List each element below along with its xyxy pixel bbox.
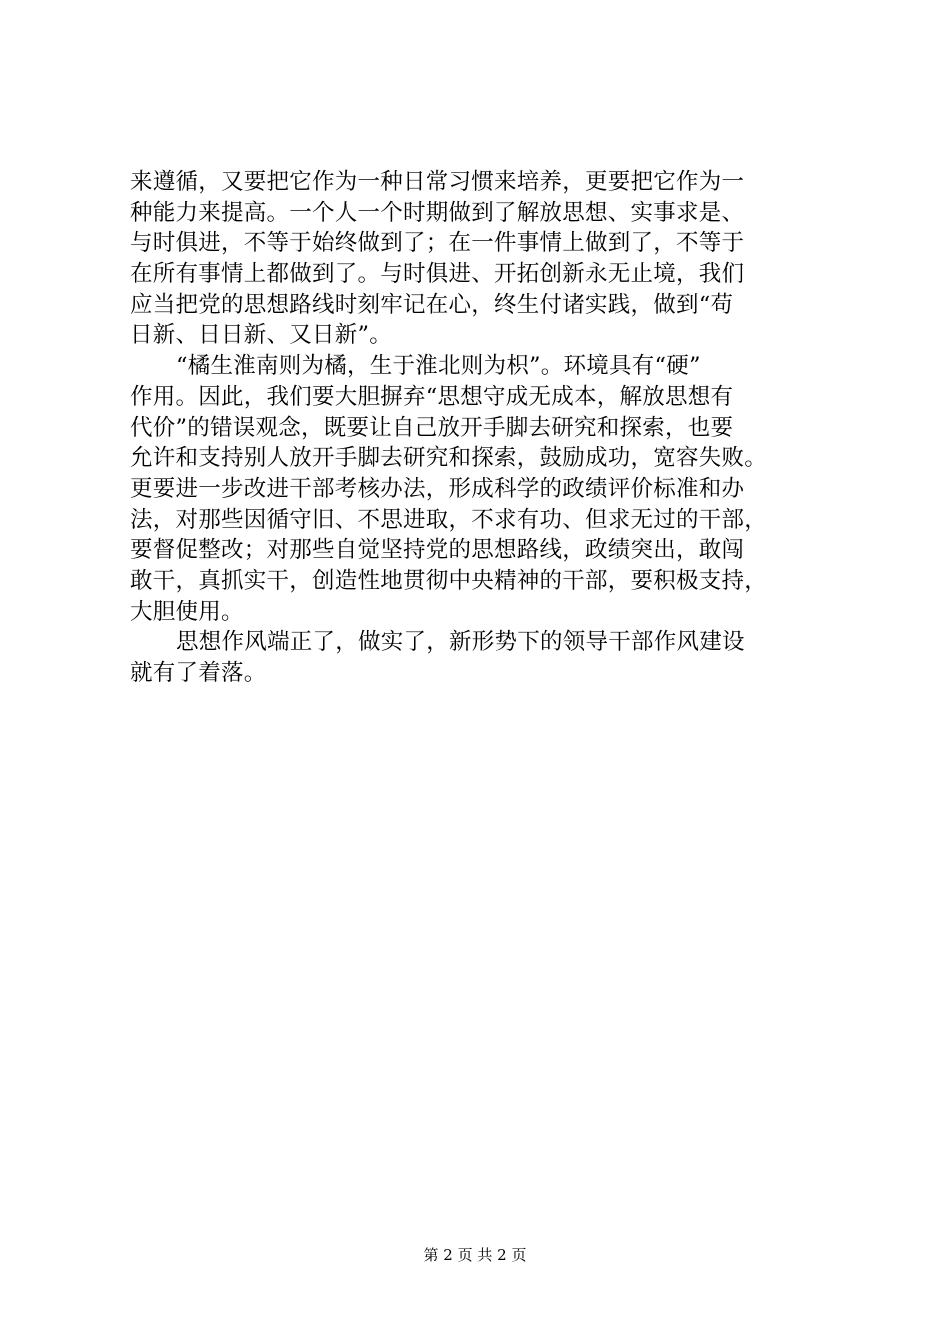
paragraph-start-line: “橘生淮南则为橘，生于淮北则为枳”。环境具有“硬” (176, 353, 701, 380)
text-line: 应当把党的思想路线时刻牢记在心，终生付诸实践，做到“苟 (130, 291, 734, 318)
text-line: 要督促整改；对那些自觉坚持党的思想路线，政绩突出，敢闯 (130, 537, 745, 564)
text-line: 在所有事情上都做到了。与时俱进、开拓创新永无止境，我们 (130, 261, 745, 288)
text-line: 法，对那些因循守旧、不思进取，不求有功、但求无过的干部， (130, 506, 768, 533)
text-line: 来遵循，又要把它作为一种日常习惯来培养，更要把它作为一 (130, 169, 745, 195)
text-line: 就有了着落。 (130, 660, 267, 686)
text-line: 允许和支持别人放开手脚去研究和探索，鼓励成功，宽容失败。 (130, 445, 768, 472)
paragraph-start-line: 思想作风端正了，做实了，新形势下的领导干部作风建设 (176, 629, 745, 656)
text-line: 更要进一步改进干部考核办法，形成科学的政绩评价标准和办 (130, 475, 745, 502)
text-line: 与时俱进，不等于始终做到了；在一件事情上做到了，不等于 (130, 230, 745, 257)
text-line: 日新、日日新、又日新”。 (130, 322, 393, 349)
text-line: 代价”的错误观念，既要让自己放开手脚去研究和探索，也要 (130, 414, 734, 441)
text-line: 敢干，真抓实干，创造性地贯彻中央精神的干部，要积极支持， (130, 567, 768, 594)
page-number-footer: 第 2 页 共 2 页 (423, 1246, 527, 1264)
text-line: 大胆使用。 (130, 598, 244, 625)
text-line: 作用。因此，我们要大胆摒弃“思想守成无成本，解放思想有 (130, 383, 734, 410)
document-body (130, 167, 830, 689)
text-line: 种能力来提高。一个人一个时期做到了解放思想、实事求是、 (130, 199, 745, 226)
